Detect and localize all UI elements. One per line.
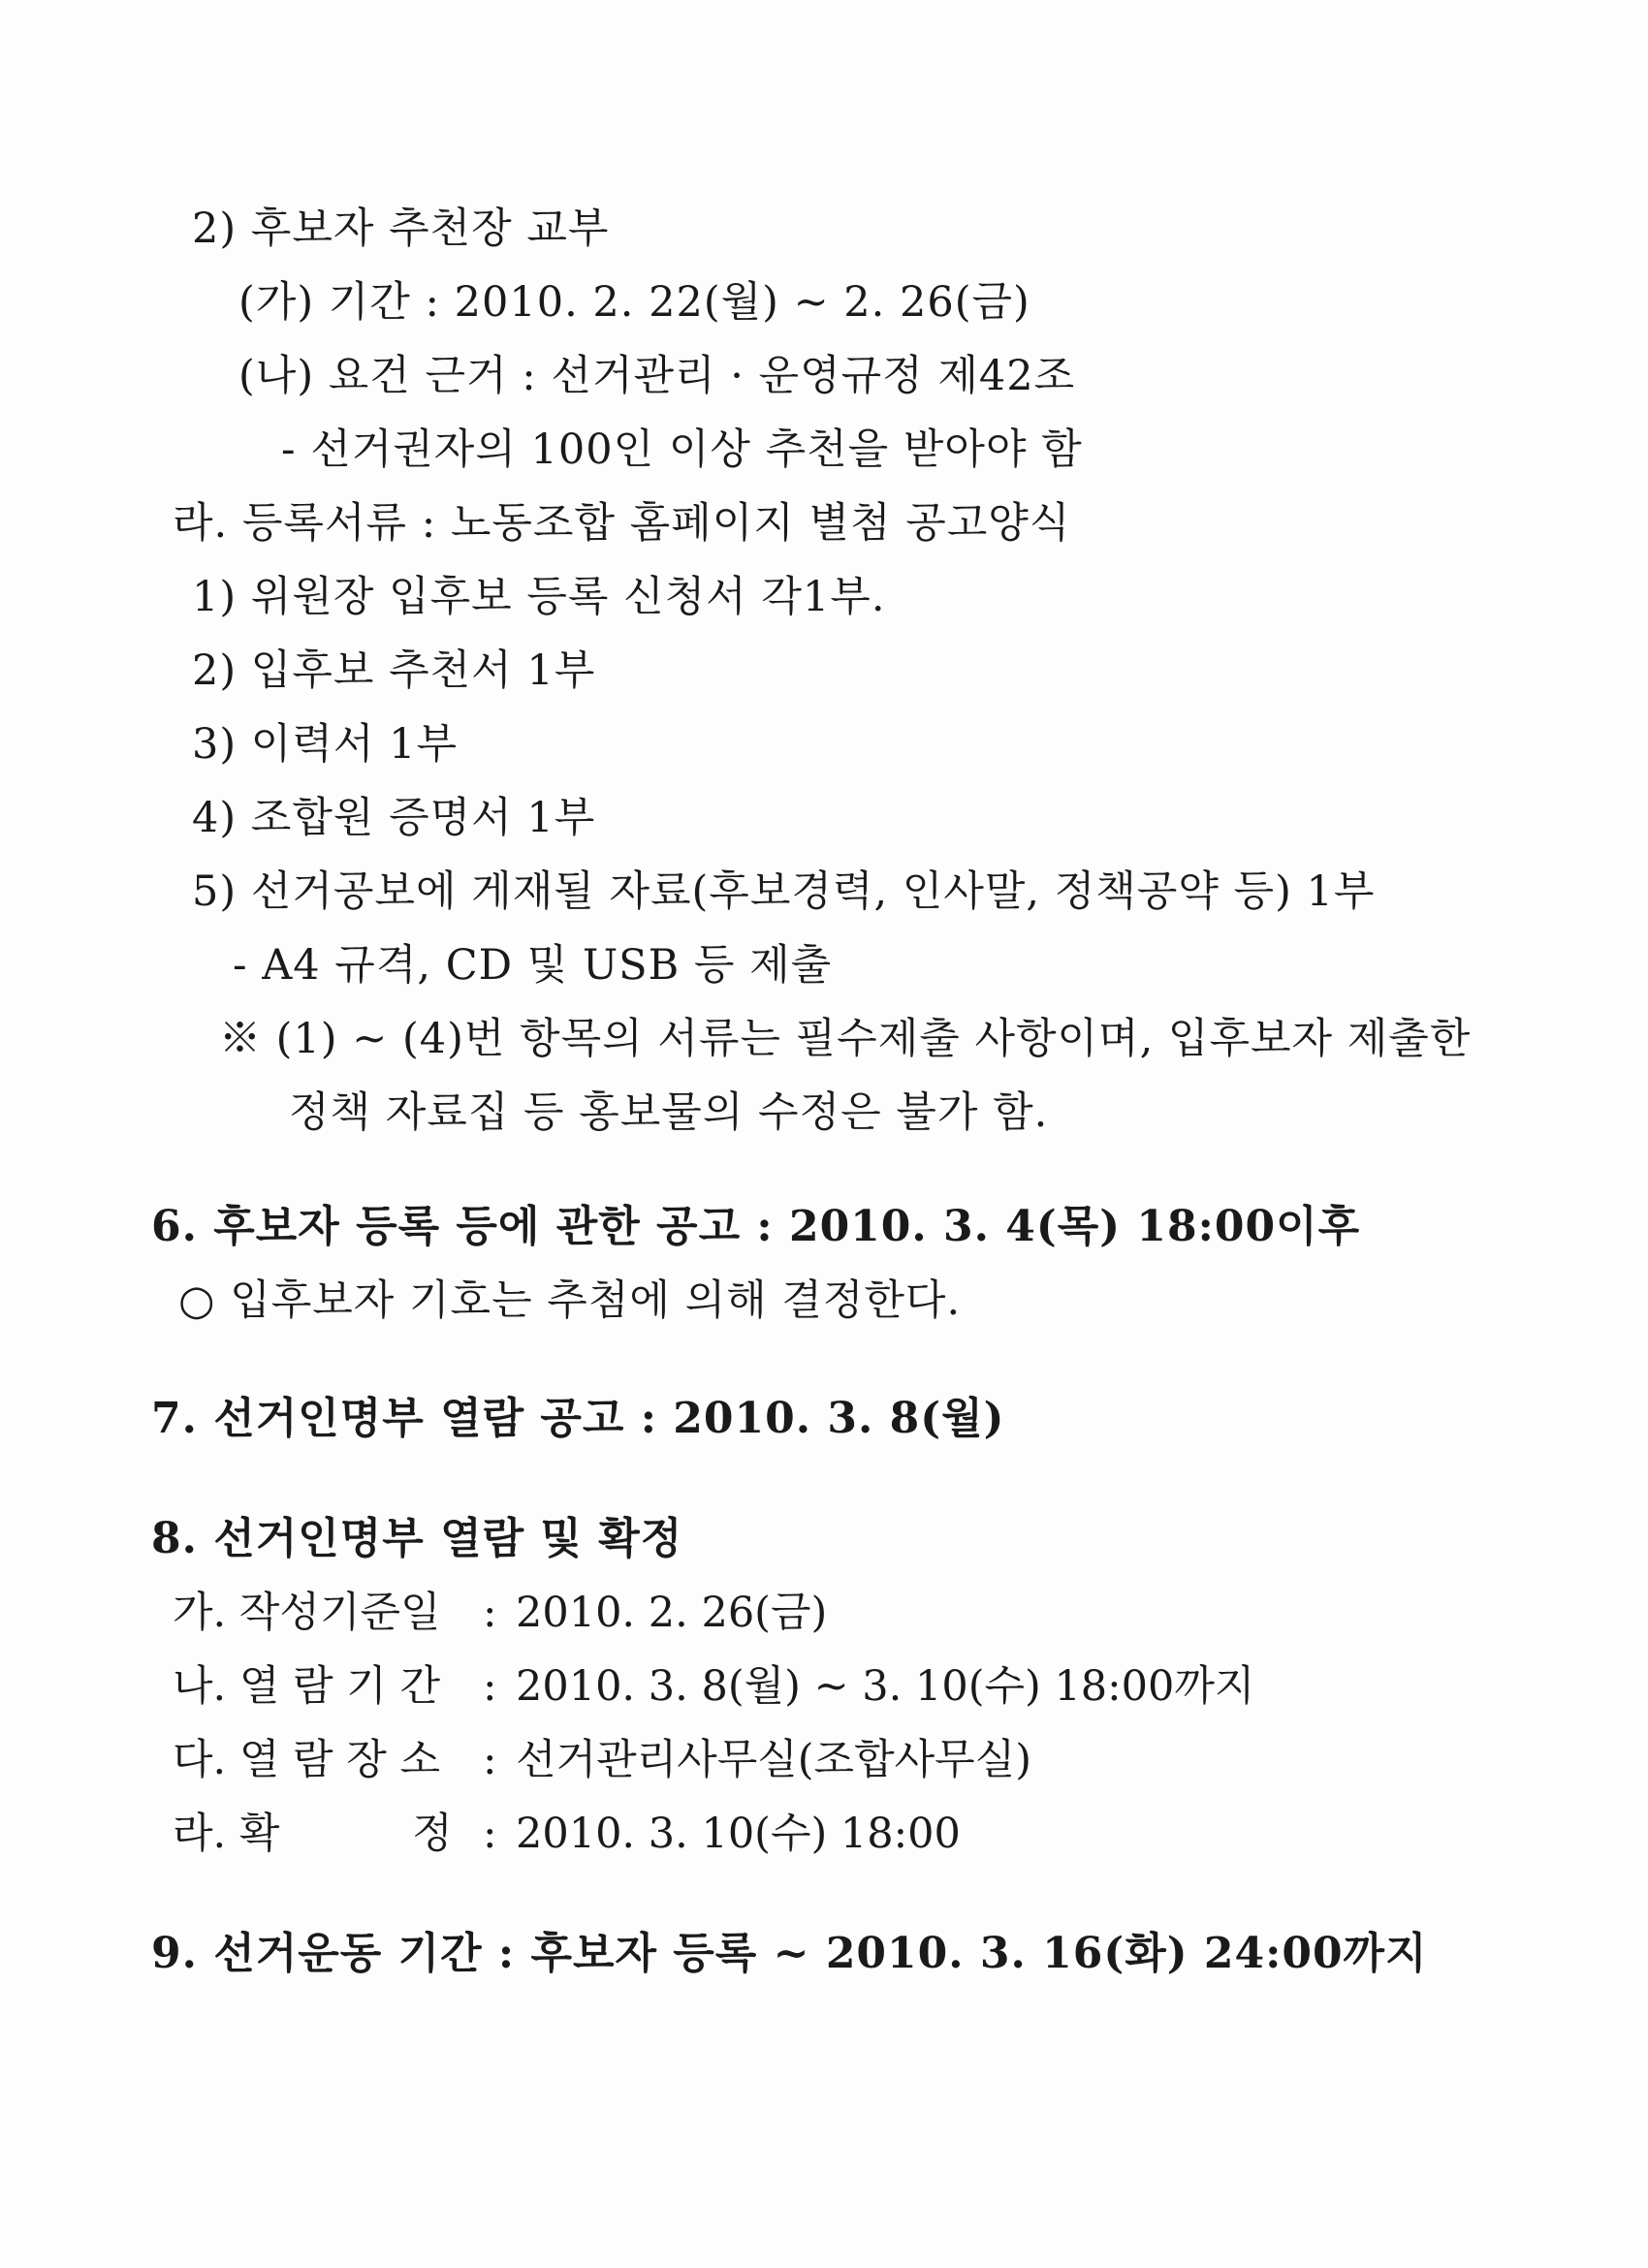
doc-item-1: 1) 위원장 입후보 등록 신청서 각1부.: [192, 573, 886, 621]
section-7-heading: 7. 선거인명부 열람 공고 : 2010. 3. 8(월): [151, 1394, 1005, 1443]
row-colon: :: [483, 1662, 497, 1711]
doc-item-5-detail: - A4 규격, CD 및 USB 등 제출: [233, 941, 833, 990]
item-2-candidate-recommendation: 2) 후보자 추천장 교부: [192, 205, 610, 253]
item-period: (가) 기간 : 2010. 2. 22(월) ~ 2. 26(금): [238, 278, 1030, 327]
note-mandatory: ※ (1) ~ (4)번 항목의 서류는 필수제출 사항이며, 입후보자 제출한: [219, 1015, 1472, 1063]
doc-item-3: 3) 이력서 1부: [192, 720, 458, 769]
section-8-heading: 8. 선거인명부 열람 및 확정: [151, 1514, 683, 1563]
row-value: 선거관리사무실(조합사무실): [516, 1736, 1032, 1784]
row-label: 가. 작성기준일: [173, 1589, 441, 1637]
item-requirement-basis: (나) 요건 근거 : 선거관리 · 운영규정 제42조: [238, 352, 1076, 400]
row-label: 라. 확 정: [173, 1810, 453, 1858]
row-label: 다. 열 람 장 소: [173, 1736, 441, 1784]
row-colon: :: [483, 1736, 497, 1784]
section-6-heading: 6. 후보자 등록 등에 관한 공고 : 2010. 3. 4(목) 18:00이후: [151, 1202, 1361, 1251]
row-value: 2010. 3. 10(수) 18:00: [516, 1810, 961, 1858]
row-colon: :: [483, 1810, 497, 1858]
row-label: 나. 열 람 기 간: [173, 1662, 441, 1711]
doc-item-5: 5) 선거공보에 게재될 자료(후보경력, 인사말, 정책공약 등) 1부: [192, 867, 1376, 916]
section-9-heading: 9. 선거운동 기간 : 후보자 등록 ~ 2010. 3. 16(화) 24:00까지: [151, 1929, 1428, 1978]
item-registration-documents: 라. 등록서류 : 노동조합 홈페이지 별첨 공고양식: [173, 499, 1071, 548]
item-requirement-detail: - 선거권자의 100인 이상 추천을 받아야 함: [281, 425, 1083, 474]
note-mandatory-continued: 정책 자료집 등 홍보물의 수정은 불가 함.: [289, 1088, 1049, 1137]
doc-item-4: 4) 조합원 증명서 1부: [192, 794, 596, 842]
row-value: 2010. 2. 26(금): [516, 1589, 828, 1637]
section-6-note: ○ 입후보자 기호는 추첨에 의해 결정한다.: [178, 1276, 962, 1325]
row-value: 2010. 3. 8(월) ~ 3. 10(수) 18:00까지: [516, 1662, 1255, 1711]
row-colon: :: [483, 1589, 497, 1637]
doc-item-2: 2) 입후보 추천서 1부: [192, 646, 596, 695]
